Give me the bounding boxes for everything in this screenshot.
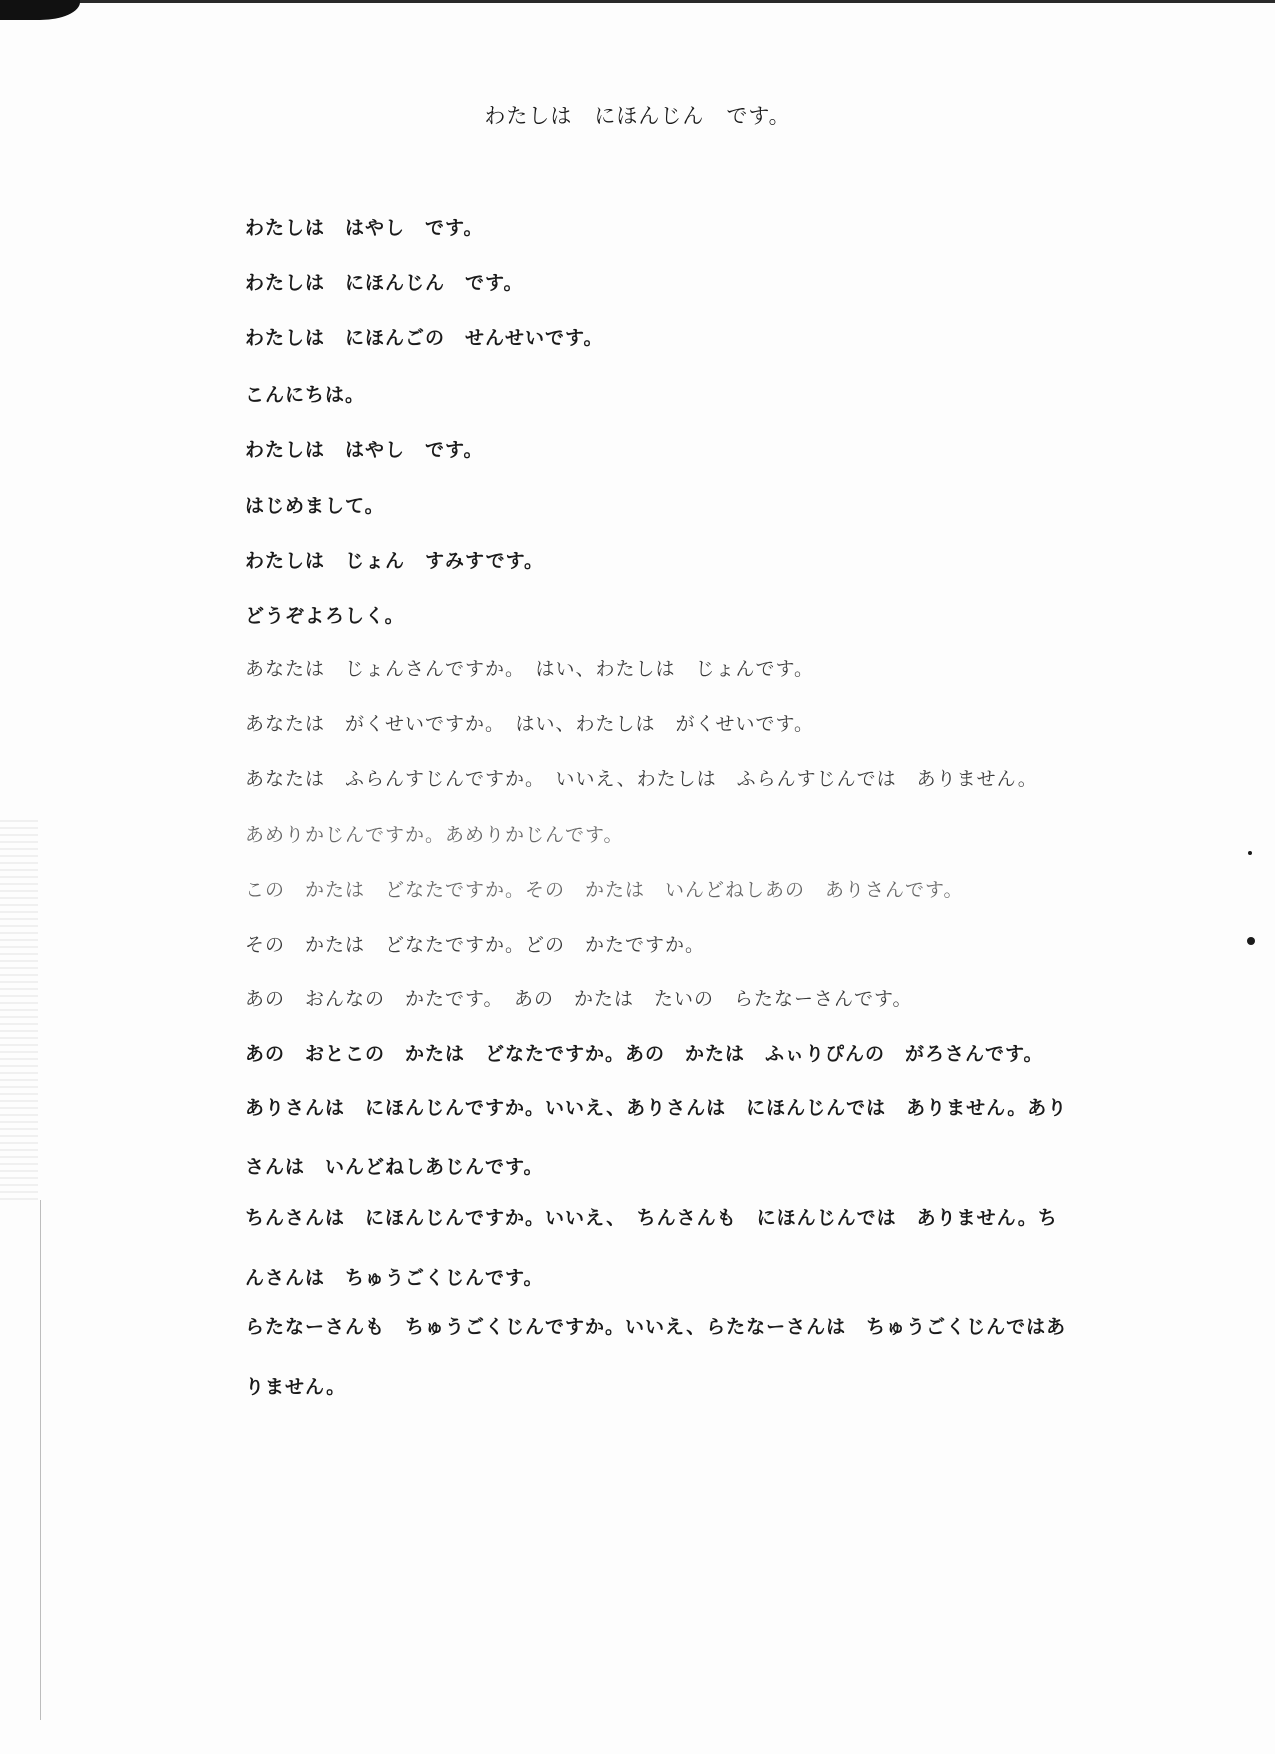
- text-line: こんにちは。: [245, 384, 366, 406]
- page-title: わたしは にほんじん です。: [484, 104, 791, 128]
- scan-edge-line: [40, 1200, 41, 1720]
- scan-corner-mark: [0, 0, 80, 20]
- text-line: さんは いんどねしあじんです。: [245, 1156, 544, 1178]
- text-line: わたしは じょん すみすです。: [245, 550, 545, 572]
- text-line: あの おとこの かたは どなたですか。あの かたは ふぃりぴんの がろさんです。: [245, 1043, 1044, 1065]
- text-line: わたしは にほんごの せんせいです。: [245, 327, 604, 349]
- text-line: あなたは じょんさんですか。 はい、わたしは じょんです。: [245, 658, 814, 680]
- text-line: わたしは にほんじん です。: [245, 272, 524, 294]
- text-line: はじめまして。: [245, 495, 385, 517]
- text-line: らたなーさんも ちゅうごくじんですか。いいえ、らたなーさんは ちゅうごくじんではあ: [245, 1316, 1067, 1338]
- scan-speck: [1247, 937, 1255, 945]
- text-line: この かたは どなたですか。その かたは いんどねしあの ありさんです。: [245, 879, 964, 901]
- scan-speck: [1248, 851, 1252, 855]
- text-line: わたしは はやし です。: [245, 217, 484, 239]
- scan-top-edge: [0, 0, 1275, 3]
- text-line: りません。: [245, 1376, 347, 1398]
- text-line: あめりかじんですか。あめりかじんです。: [245, 824, 624, 846]
- text-line: あなたは ふらんすじんですか。 いいえ、わたしは ふらんすじんでは ありません。: [245, 768, 1038, 790]
- text-line: その かたは どなたですか。どの かたですか。: [245, 934, 706, 956]
- text-line: んさんは ちゅうごくじんです。: [245, 1267, 544, 1289]
- text-line: あの おんなの かたです。 あの かたは たいの らたなーさんです。: [245, 988, 913, 1010]
- text-line: ちんさんは にほんじんですか。いいえ、 ちんさんも にほんじんでは ありません。ち: [245, 1207, 1058, 1229]
- text-line: わたしは はやし です。: [245, 439, 484, 461]
- text-line: ありさんは にほんじんですか。いいえ、ありさんは にほんじんでは ありません。あり: [245, 1097, 1068, 1119]
- text-line: どうぞよろしく。: [245, 605, 405, 627]
- text-line: あなたは がくせいですか。 はい、わたしは がくせいです。: [245, 713, 814, 735]
- scan-edge-noise: [0, 820, 38, 1200]
